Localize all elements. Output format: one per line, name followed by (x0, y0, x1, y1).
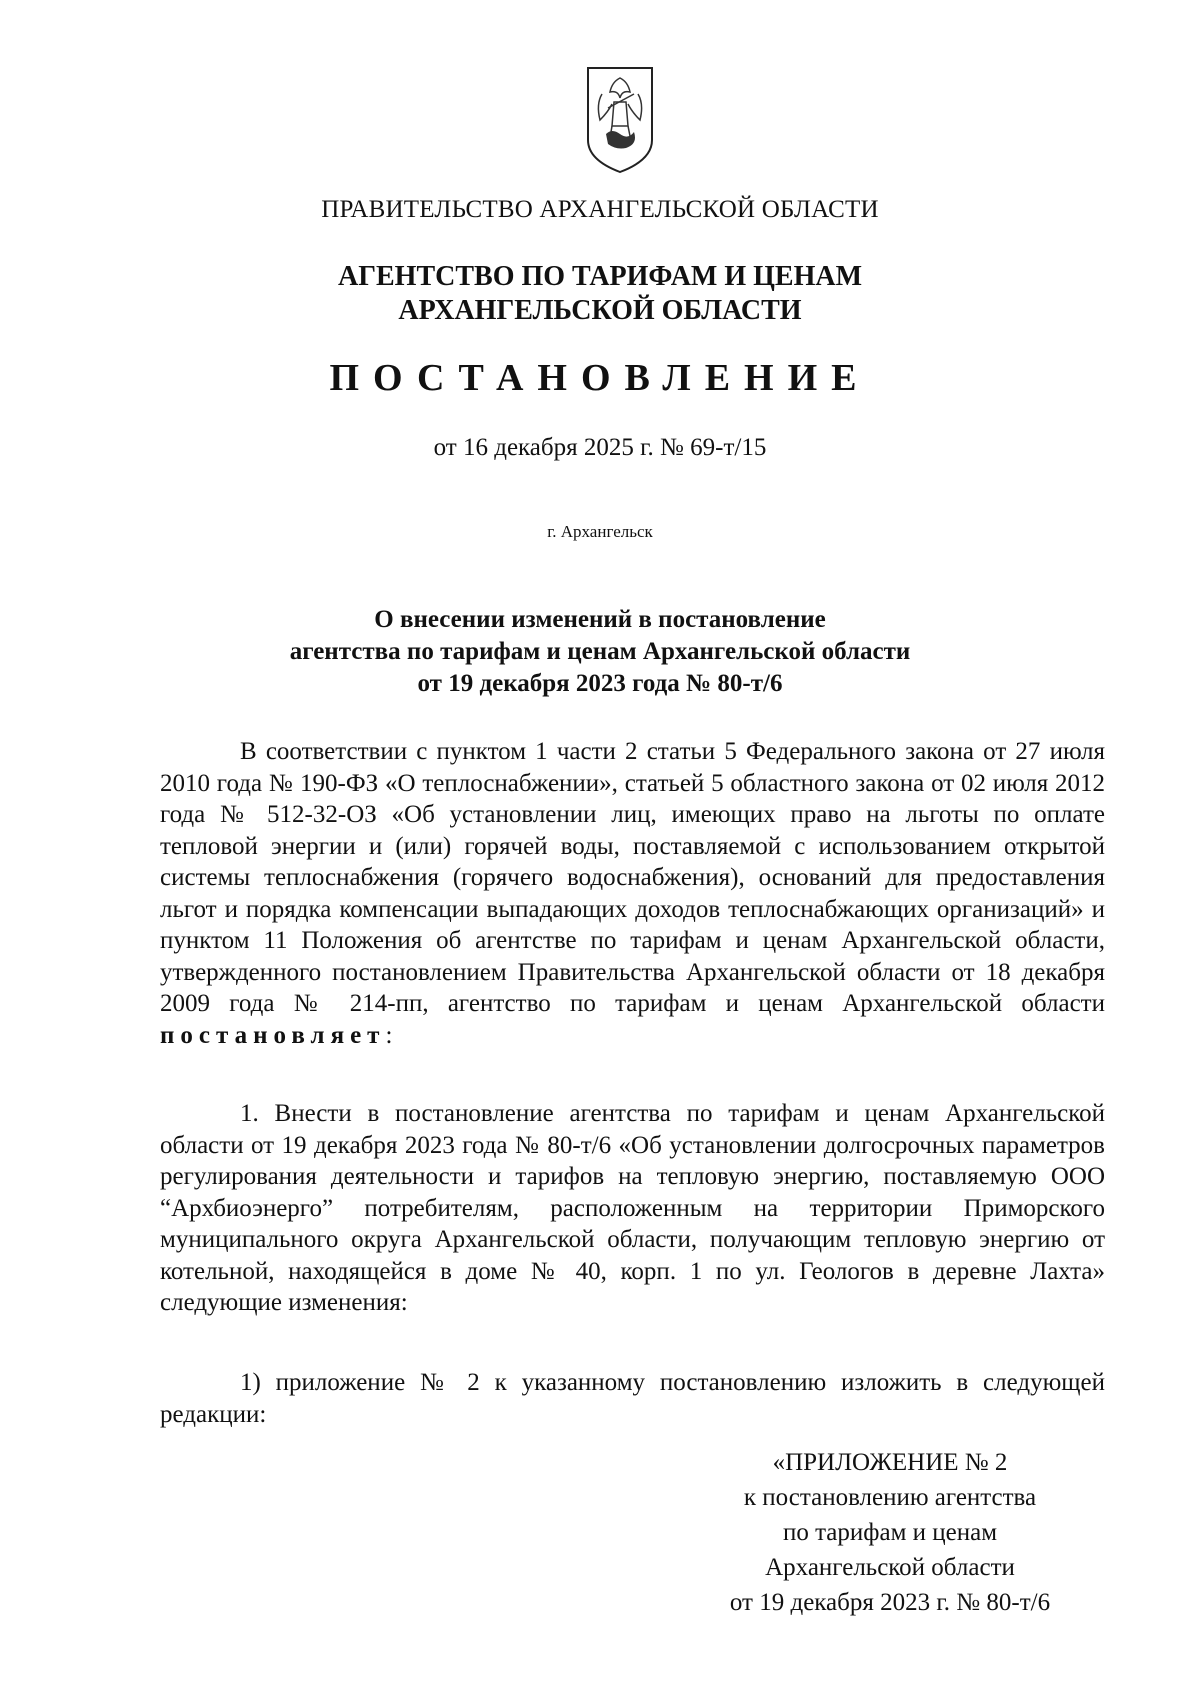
document-title-line3: от 19 декабря 2023 года № 80-т/6 (417, 670, 783, 697)
item-1-text: 1. Внести в постановление агентства по тарифам и ценам Архангельской области от 19 декабря 2023 года № 80-т/6 «Об установлении долгосрочных параметров регулирования деятельности и тарифов на тепловую энергию, поставляемую ООО “Архбиоэнерго” потребителям, расположенным на территории Приморского муниципального округа Архангельской области, получающим тепловую энергию от котельной, находящейся в доме № 40, корп. 1 по ул. Геологов в деревне Лахта» следующие изменения: (160, 1100, 1105, 1316)
government-name: ПРАВИТЕЛЬСТВО АРХАНГЕЛЬСКОЙ ОБЛАСТИ (321, 196, 879, 223)
document-title (0, 604, 1200, 700)
annex-line3: по тарифам и ценам (782, 1519, 998, 1546)
agency-name-line2: АРХАНГЕЛЬСКОЙ ОБЛАСТИ (398, 295, 802, 326)
document-title-line2: агентства по тарифам и ценам Архангельской области (289, 638, 911, 665)
agency-name-line1: АГЕНТСТВО ПО ТАРИФАМ И ЦЕНАМ (337, 261, 863, 292)
document-type: ПОСТАНОВЛЕНИЕ (329, 357, 871, 399)
decree-colon: : (385, 1021, 393, 1049)
annex-line5: от 19 декабря 2023 г. № 80-т/6 (729, 1589, 1051, 1616)
subitem-1-text: 1) приложение № 2 к указанному постановлению изложить в следующей редакции: (160, 1369, 1105, 1428)
decree-word: постановляет (160, 1021, 386, 1049)
annex-header (690, 1445, 1090, 1620)
annex-line4: Архангельской области (765, 1554, 1015, 1581)
annex-line2: к постановлению агентства (743, 1484, 1037, 1511)
document-city: г. Архангельск (547, 522, 653, 541)
coat-of-arms-icon (582, 64, 658, 176)
item-1-paragraph (160, 1098, 1105, 1319)
preamble-text: В соответствии с пунктом 1 части 2 статьи 5 Федерального закона от 27 июля 2010 года № 190-ФЗ «О теплоснабжении», статьей 5 областного закона от 02 июля 2012 года № 512-32-ОЗ «Об установлении лиц, имеющих право на льготы по оплате тепловой энергии и (или) горячей воды, поставляемой с использованием открытой системы теплоснабжения (горячего водоснабжения), оснований для предоставления льгот и порядка компенсации выпадающих доходов теплоснабжающих организаций» и пунктом 11 Положения об агентстве по тарифам и ценам Архангельской области, утвержденного постановлением Правительства Архангельской области от 18 декабря 2009 года № 214-пп, агентство по тарифам и ценам Архангельской области (160, 738, 1105, 1017)
annex-line1: «ПРИЛОЖЕНИЕ № 2 (772, 1449, 1008, 1476)
document-date-number: от 16 декабря 2025 г. № 69-т/15 (433, 434, 767, 461)
subitem-1-paragraph (160, 1367, 1105, 1430)
preamble-paragraph (160, 736, 1105, 1051)
document-title-line1: О внесении изменений в постановление (374, 606, 826, 633)
agency-name (0, 260, 1200, 328)
